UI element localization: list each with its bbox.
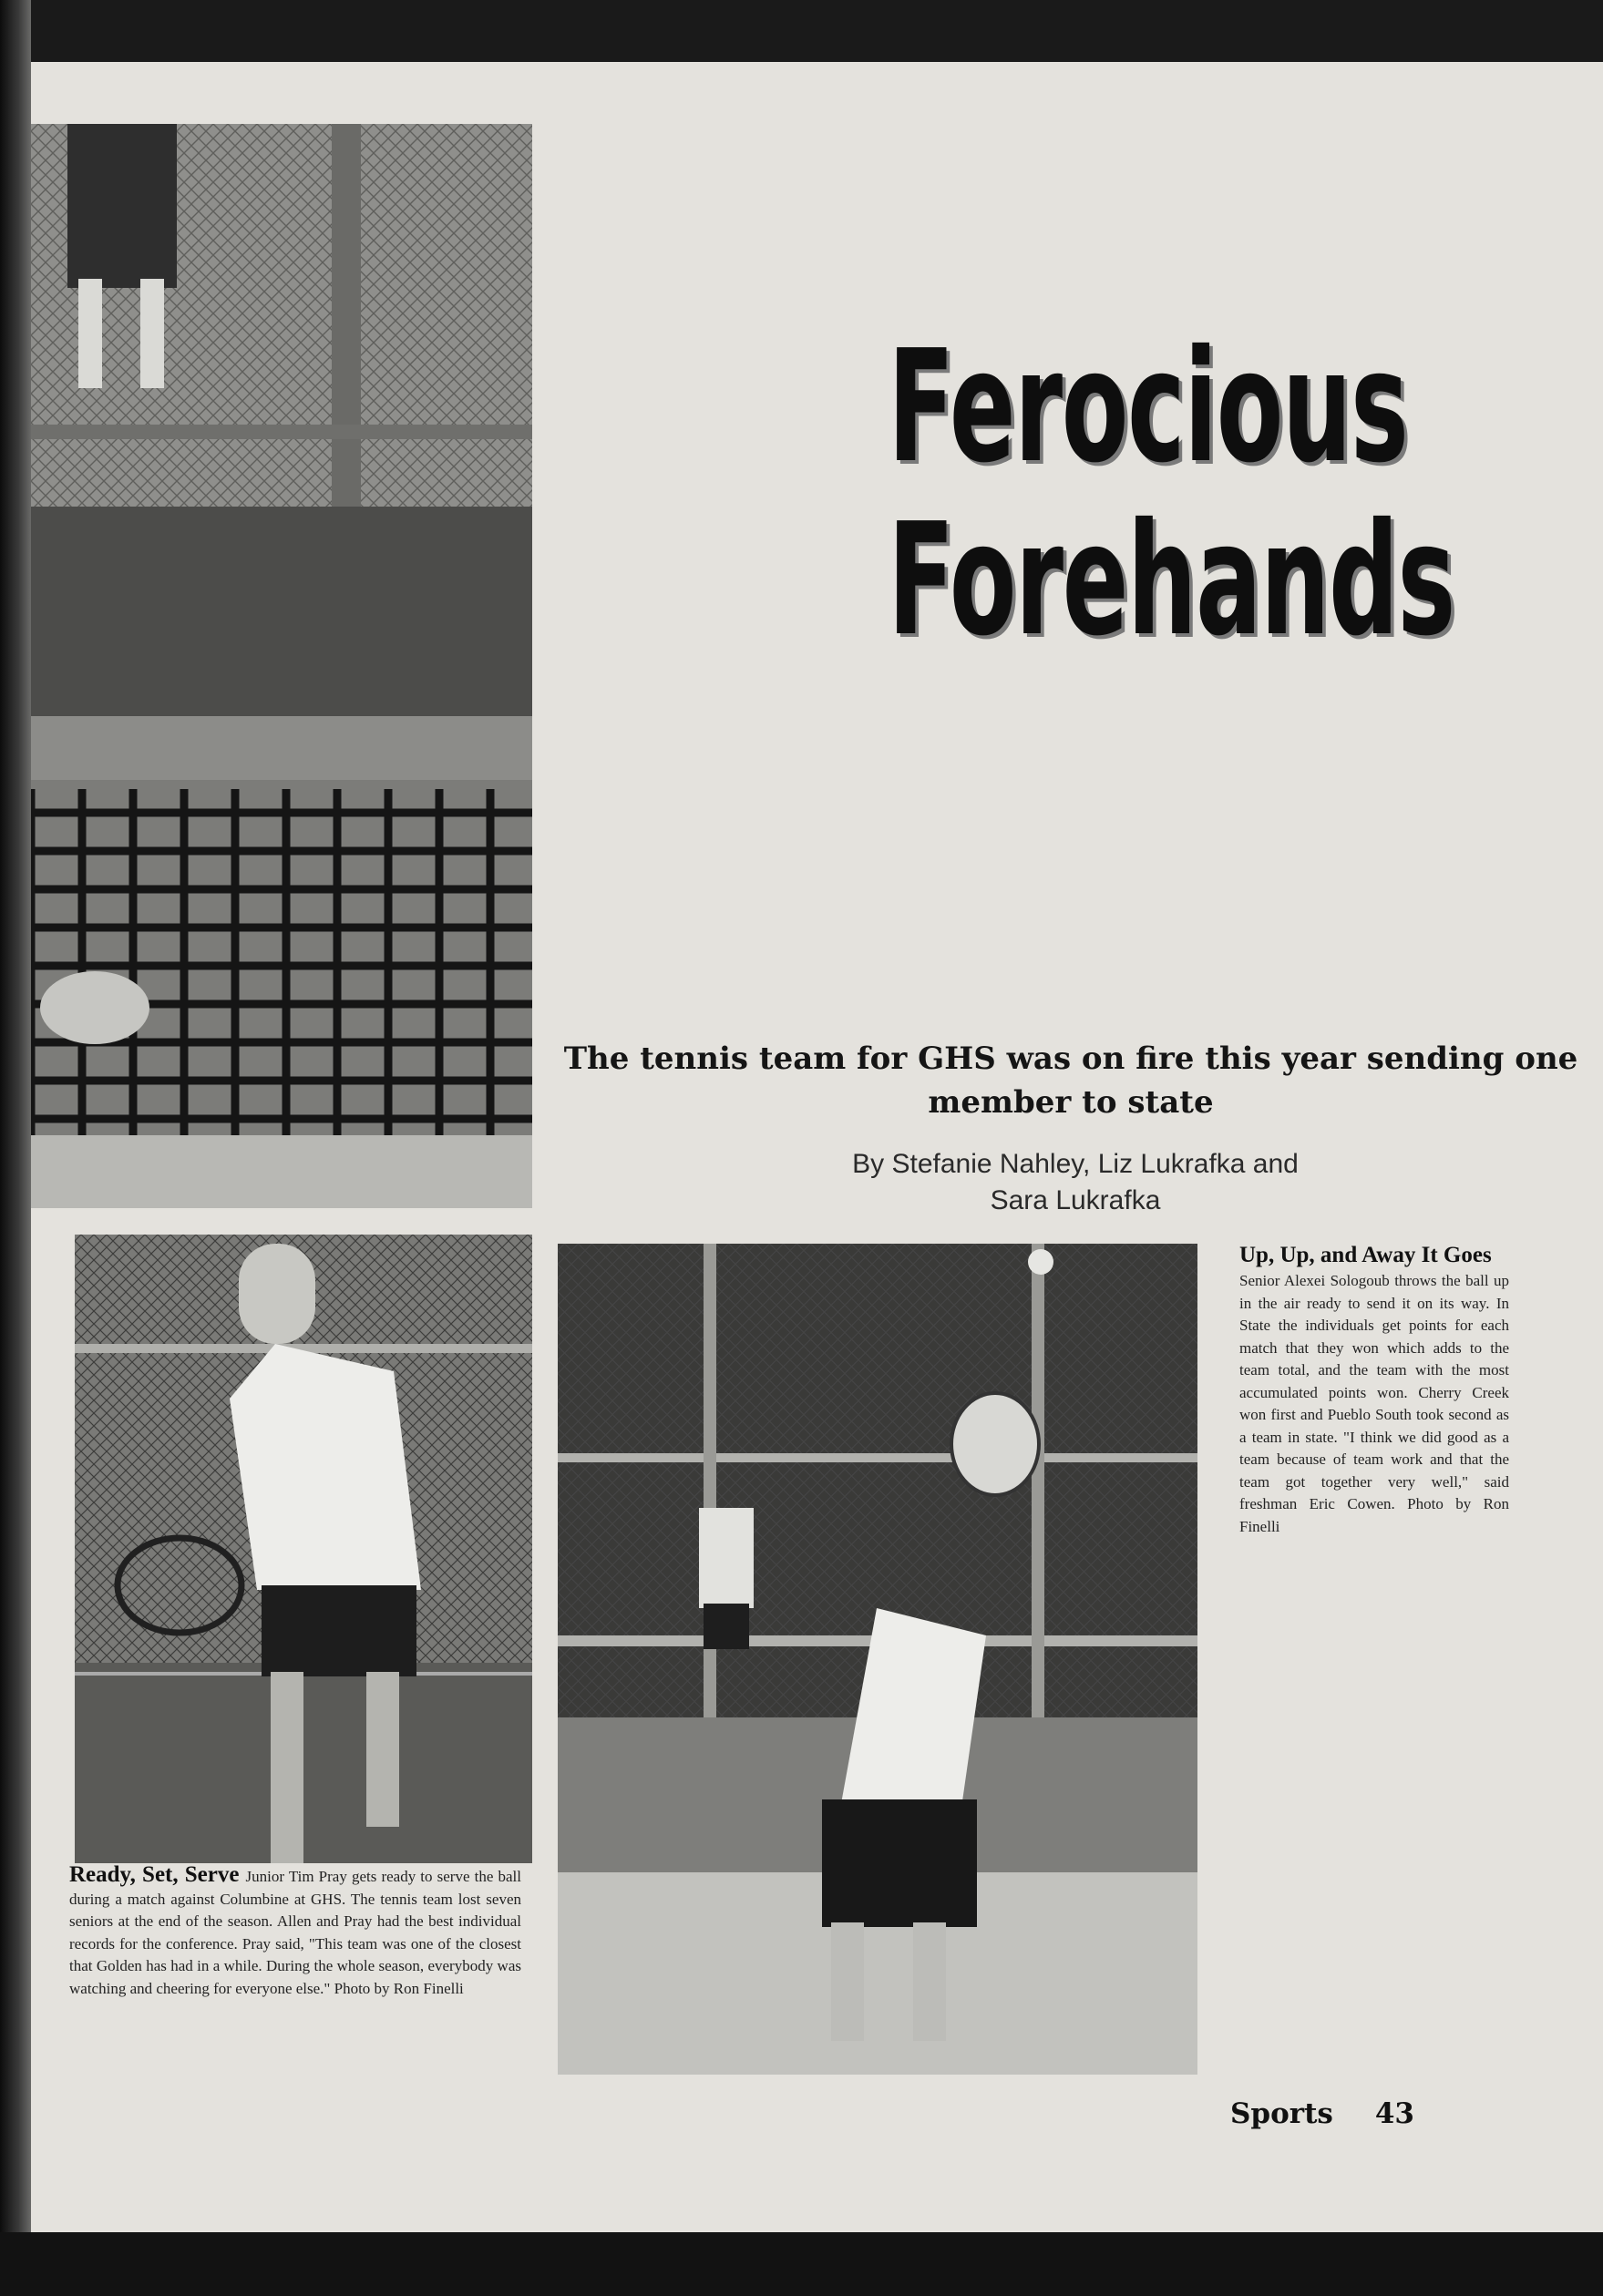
net-photo	[31, 124, 532, 1208]
serve-ready-photo	[75, 1235, 532, 1863]
caption-serve-toss	[1239, 1241, 1509, 1538]
page-gutter	[0, 0, 31, 2296]
scan-border	[0, 2232, 1603, 2296]
section-name: Sports	[1230, 2097, 1333, 2130]
caption-serve-ready-head: Ready, Set, Serve	[69, 1862, 246, 1887]
serve-toss-photo-image	[558, 1244, 1197, 2075]
net-photo-image	[31, 124, 532, 1208]
title-line-2: Forehands	[888, 490, 1454, 671]
page-number: 43	[1374, 2097, 1414, 2130]
page-folio	[1230, 2097, 1414, 2130]
caption-serve-toss-body: Senior Alexei Sologoub throws the ball up in the air ready to send it on its way. In State the individuals get points for each match that they won which adds to the team total, and the team with the most accumulated points won. Cherry Creek won first and Pueblo South took second as a team in state. "I think we did good as a team because of team work and that the team got together very well," said freshman Eric Cowen. Photo by Ron Finelli	[1239, 1272, 1509, 1535]
caption-serve-toss-head: Up, Up, and Away It Goes	[1239, 1243, 1492, 1267]
article-subtitle: The tennis team for GHS was on fire this year sending one member to state	[563, 1040, 1578, 1121]
caption-serve-ready-body: Junior Tim Pray gets ready to serve the ball during a match against Columbine at GHS. The tennis team lost seven seniors at the end of the season. Allen and Pray had the best individual records for the conference. Pray said, "This team was one of the closest that Golden has had in a while. During the whole season, everybody was watching and cheering for everyone else." Photo by Ron Finelli	[69, 1868, 521, 1997]
serve-ready-photo-image	[75, 1235, 532, 1863]
title-line-1: Ferocious	[888, 317, 1408, 497]
serve-toss-photo	[558, 1244, 1197, 2075]
caption-serve-ready	[69, 1864, 521, 2000]
article-byline: By Stefanie Nahley, Liz Lukrafka and Sara Lukrafka	[852, 1149, 1299, 1215]
article-title	[888, 317, 1454, 671]
